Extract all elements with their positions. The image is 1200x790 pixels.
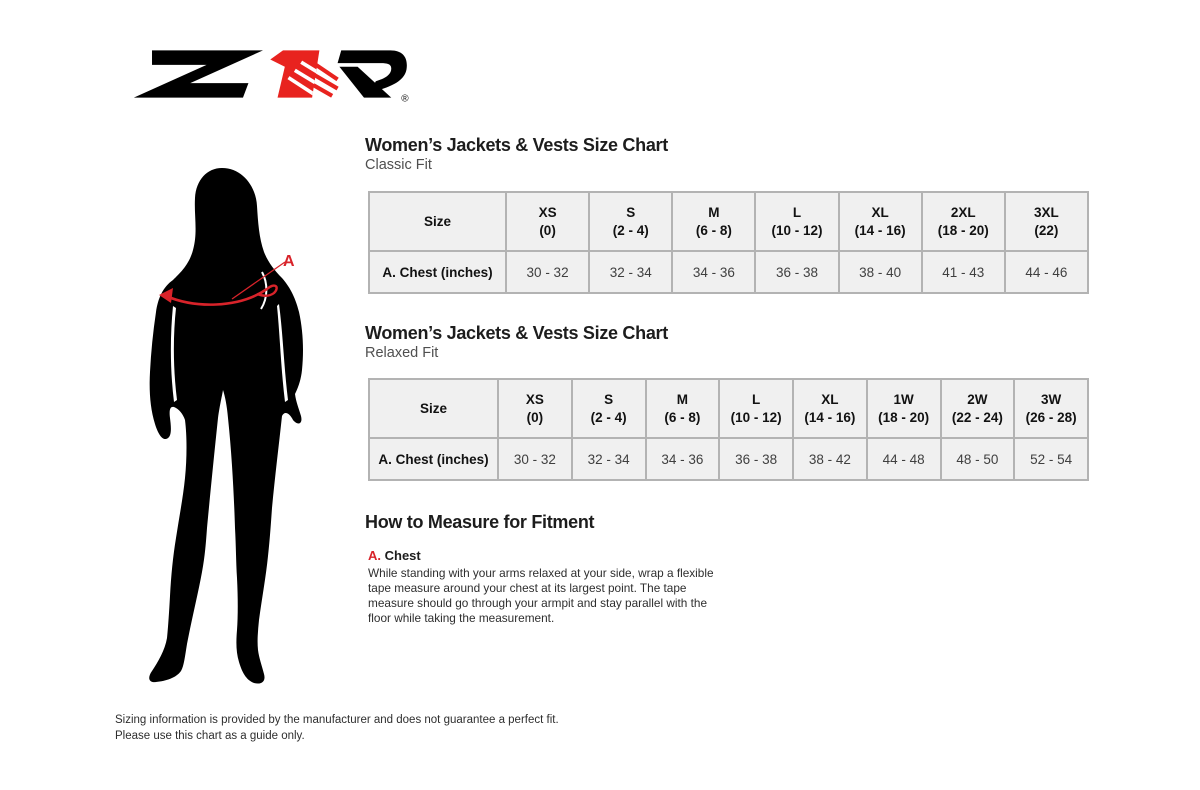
relaxed-fit-subtitle: Relaxed Fit: [365, 345, 439, 361]
col-header: [1014, 379, 1088, 438]
size-name: 1W: [893, 391, 914, 407]
size-range: (14 - 16): [804, 409, 856, 425]
size-name: 3XL: [1034, 204, 1059, 220]
value-cell: 32 - 34: [589, 251, 672, 293]
value-cell: 34 - 36: [672, 251, 755, 293]
row-label-cell: A. Chest (inches): [369, 251, 506, 293]
how-to-measure-title: How to Measure for Fitment: [365, 512, 595, 532]
size-range: (0): [539, 222, 556, 238]
col-header: [572, 379, 646, 438]
relaxed-fit-title: Women’s Jackets & Vests Size Chart: [365, 323, 668, 343]
col-header: [672, 192, 755, 251]
size-range: (0): [526, 409, 544, 425]
logo-letter-1: [270, 50, 319, 97]
table-header-row: [369, 379, 1088, 438]
value-cell: 30 - 32: [498, 438, 572, 480]
size-range: (6 - 8): [664, 409, 701, 425]
classic-fit-table: [368, 191, 1089, 294]
value-cell: 44 - 46: [1005, 251, 1088, 293]
col-header: [646, 379, 720, 438]
relaxed-fit-table: [368, 378, 1089, 481]
col-header: [1005, 192, 1088, 251]
size-range: (18 - 20): [878, 409, 930, 425]
col-header: [941, 379, 1015, 438]
size-header-cell: Size: [369, 192, 506, 251]
size-name: L: [792, 204, 802, 220]
value-cell: 32 - 34: [572, 438, 646, 480]
measure-item-name: Chest: [384, 548, 421, 563]
size-name: XL: [871, 204, 889, 220]
col-header: [506, 192, 589, 251]
measure-item-chest: [368, 548, 421, 563]
size-range: (14 - 16): [854, 222, 906, 238]
size-name: XS: [538, 204, 557, 220]
col-header: [755, 192, 838, 251]
classic-fit-subtitle: Classic Fit: [365, 157, 432, 173]
size-name: L: [752, 391, 761, 407]
size-name: XL: [821, 391, 839, 407]
size-name: M: [676, 391, 688, 407]
col-header: [839, 192, 922, 251]
value-cell: 41 - 43: [922, 251, 1005, 293]
size-range: (6 - 8): [695, 222, 732, 238]
sizing-disclaimer: [115, 712, 559, 744]
size-header-cell: Size: [369, 379, 498, 438]
value-cell: 34 - 36: [646, 438, 720, 480]
value-cell: 52 - 54: [1014, 438, 1088, 480]
disclaimer-line-2: Please use this chart as a guide only.: [115, 730, 305, 742]
size-name: M: [708, 204, 720, 220]
size-range: (10 - 12): [730, 409, 782, 425]
table-value-row: [369, 438, 1088, 480]
z1r-logo: [132, 42, 414, 106]
size-name: 2XL: [950, 204, 976, 220]
col-header: [498, 379, 572, 438]
size-range: (22 - 24): [951, 409, 1003, 425]
size-name: S: [604, 391, 614, 407]
size-range: (2 - 4): [612, 222, 649, 238]
col-header: [922, 192, 1005, 251]
size-range: (10 - 12): [771, 222, 823, 238]
value-cell: 38 - 42: [793, 438, 867, 480]
value-cell: 44 - 48: [867, 438, 941, 480]
table-value-row: [369, 251, 1088, 293]
col-header: [589, 192, 672, 251]
col-header: [867, 379, 941, 438]
logo-letter-z: [134, 50, 263, 97]
registered-mark: ®: [401, 93, 409, 105]
col-header: [719, 379, 793, 438]
size-name: S: [626, 204, 636, 220]
row-label-cell: A. Chest (inches): [369, 438, 498, 480]
value-cell: 30 - 32: [506, 251, 589, 293]
chest-label-a: A: [283, 253, 295, 270]
size-range: (26 - 28): [1025, 409, 1077, 425]
size-name: 2W: [967, 391, 988, 407]
disclaimer-line-1: Sizing information is provided by the manufacturer and does not guarantee a perfect fit.: [115, 714, 559, 726]
measure-instructions: While standing with your arms relaxed at your side, wrap a flexible tape measure around your chest at its largest point. The tape measure should go through your armpit and stay parallel with the floor while taking the measurement.: [368, 566, 714, 625]
female-silhouette: [149, 168, 303, 684]
value-cell: 36 - 38: [755, 251, 838, 293]
size-range: (18 - 20): [937, 222, 989, 238]
col-header: [793, 379, 867, 438]
classic-fit-title: Women’s Jackets & Vests Size Chart: [365, 135, 668, 155]
size-range: (2 - 4): [590, 409, 627, 425]
value-cell: 36 - 38: [719, 438, 793, 480]
value-cell: 48 - 50: [941, 438, 1015, 480]
measurement-figure: [146, 166, 314, 688]
size-name: XS: [525, 391, 544, 407]
size-name: 3W: [1041, 391, 1062, 407]
measure-item-letter: A.: [368, 548, 381, 563]
size-range: (22): [1034, 222, 1059, 238]
value-cell: 38 - 40: [839, 251, 922, 293]
table-header-row: [369, 192, 1088, 251]
